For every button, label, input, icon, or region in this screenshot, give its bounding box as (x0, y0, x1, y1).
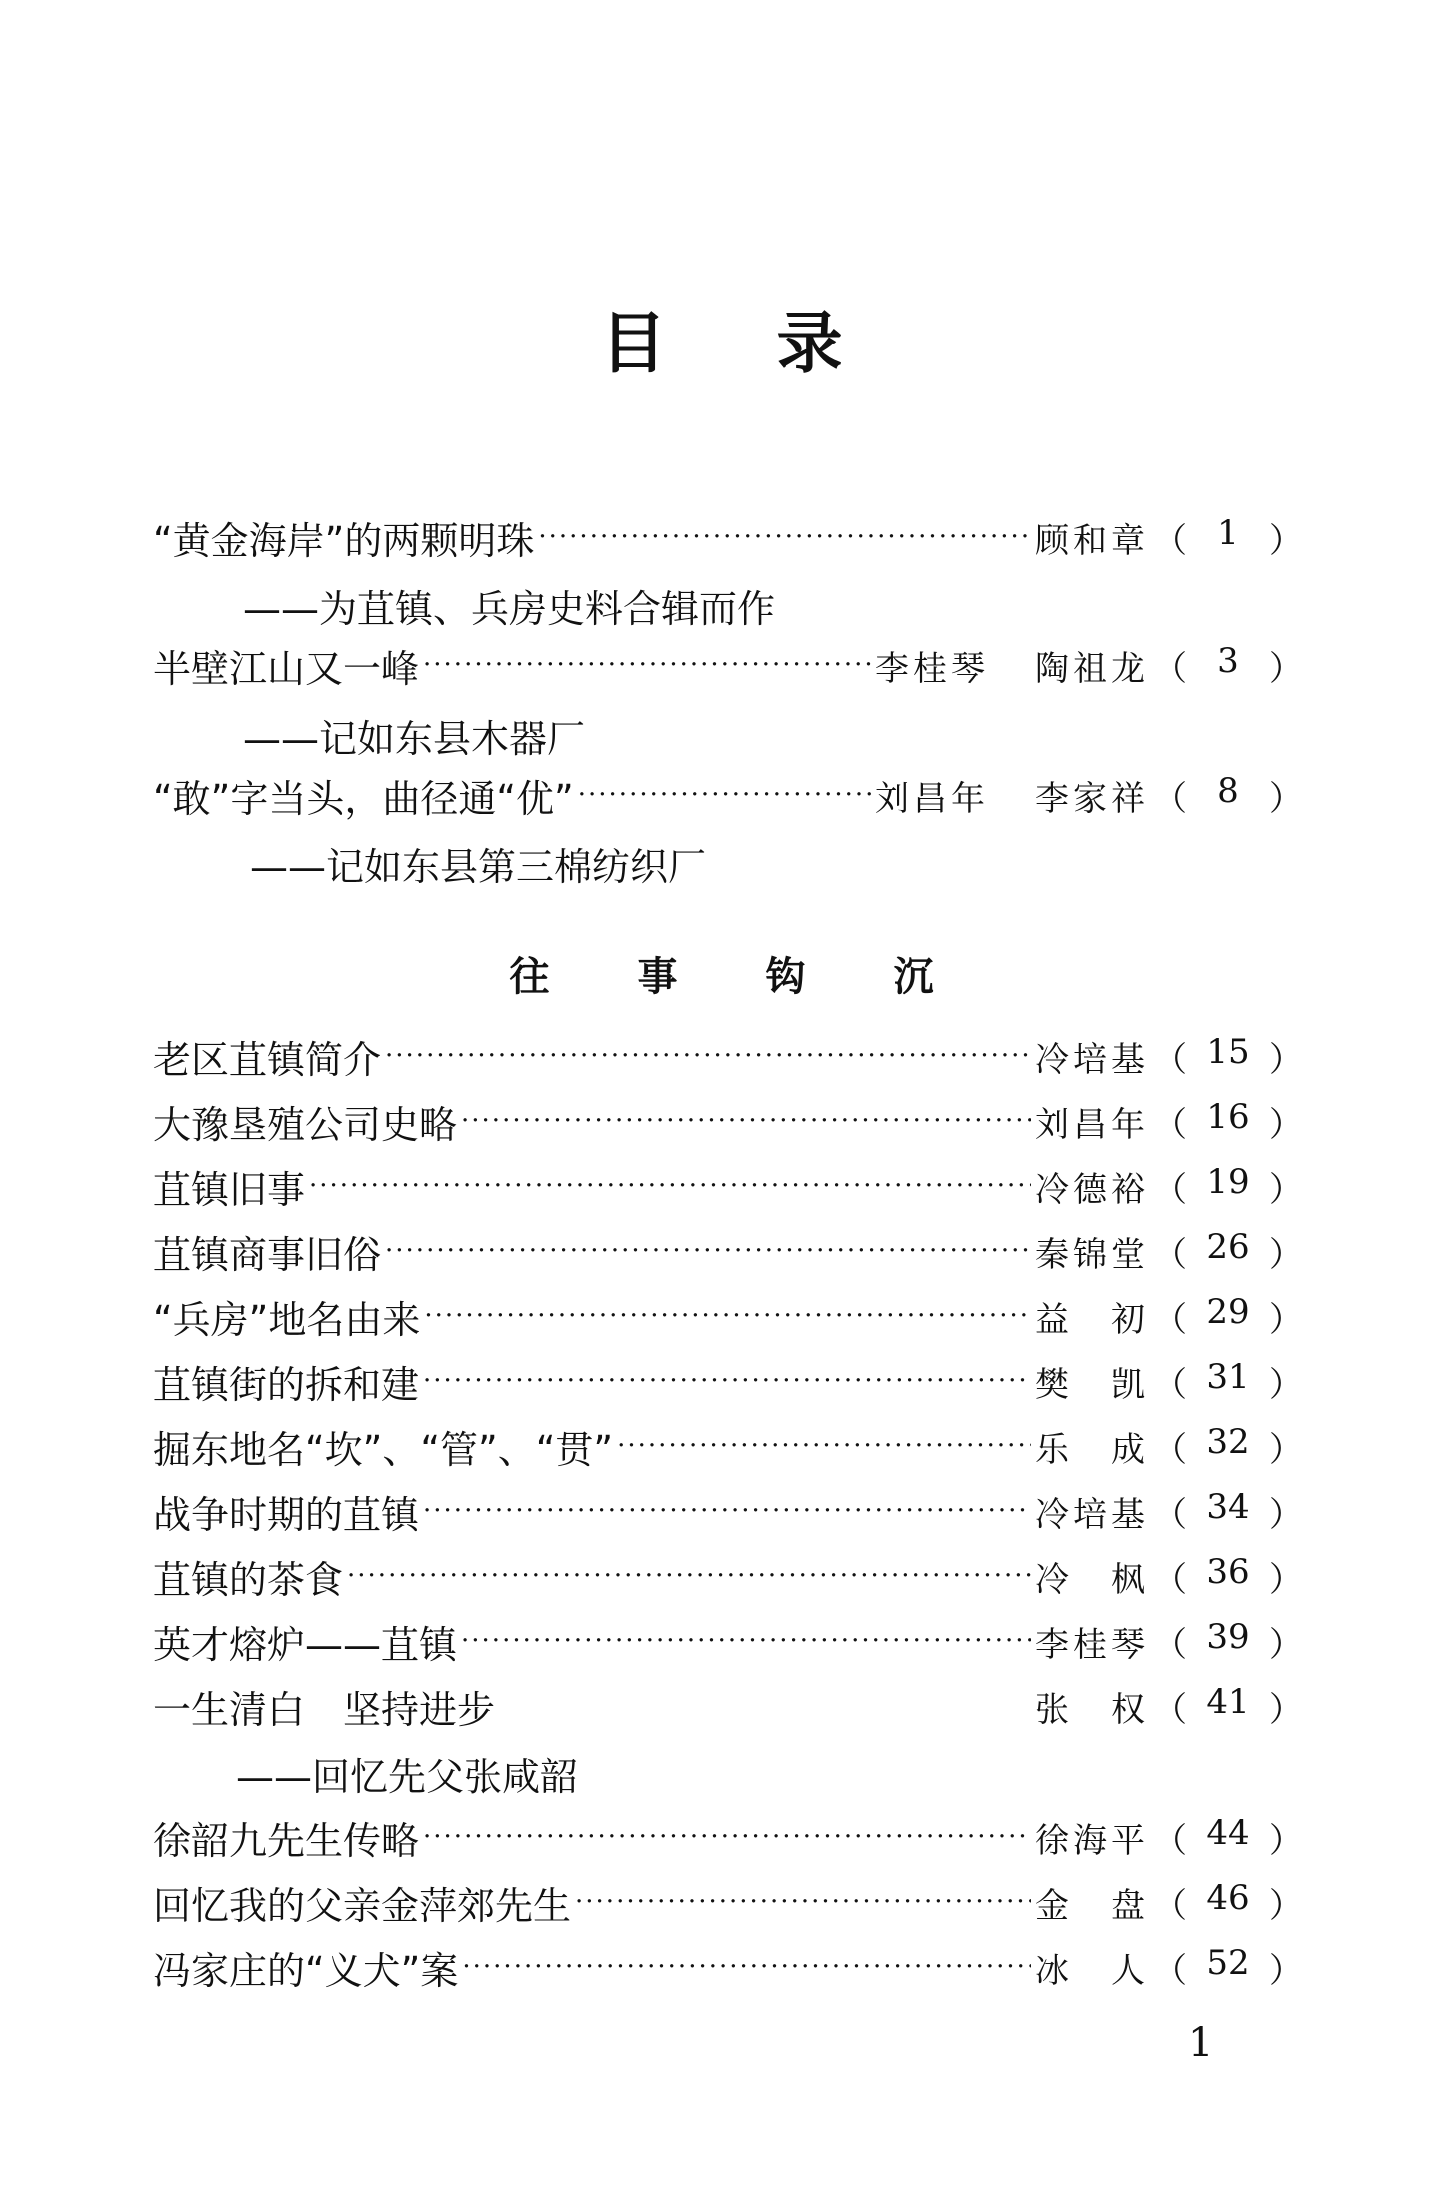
paren-close: ） (1269, 1559, 1303, 1600)
toc-entry[interactable] (153, 1352, 1303, 1410)
entry-coauthor: 李家祥 (1035, 778, 1149, 819)
entry-author: 冷培基 (1035, 1039, 1149, 1080)
paren-close: ） (1269, 1429, 1303, 1470)
entry-author: 李桂琴 (1035, 1624, 1149, 1665)
paren-close: ） (1269, 1039, 1303, 1080)
paren-close: ） (1269, 1624, 1303, 1665)
entry-author: 冷德裕 (1035, 1169, 1149, 1210)
paren-open: （ (1153, 1429, 1187, 1470)
leader-dots (424, 1301, 1031, 1331)
entry-page (1153, 1162, 1303, 1211)
page-number: 34 (1206, 1486, 1250, 1527)
entry-title: 苴镇街的拆和建 (153, 1362, 420, 1407)
paren-open: （ (1153, 1689, 1187, 1730)
toc-entry[interactable] (153, 1092, 1303, 1150)
paren-open: （ (1153, 1950, 1187, 1991)
entry-author: 徐海平 (1035, 1820, 1149, 1861)
entry-title: 半壁江山又一峰 (153, 646, 420, 691)
leader-dots (423, 650, 871, 680)
page-number: 52 (1206, 1942, 1250, 1983)
toc-entry[interactable] (153, 1157, 1303, 1215)
leader-dots (617, 1431, 1031, 1461)
entry-subtitle: ——记如东县第三棉纺织厂 (250, 845, 707, 889)
entry-page (1153, 1422, 1303, 1471)
page-number: 26 (1206, 1226, 1250, 1267)
toc-entry[interactable] (153, 1027, 1303, 1085)
entry-title: “兵房”地名由来 (153, 1297, 421, 1342)
paren-close: ） (1269, 778, 1303, 819)
entry-author: 樊 凯 (1035, 1364, 1149, 1405)
entry-author: 乐 成 (1035, 1429, 1149, 1470)
entry-title: 冯家庄的“义犬”案 (153, 1948, 459, 1993)
page-number: 32 (1206, 1421, 1250, 1462)
entry-author: 益 初 (1035, 1299, 1149, 1340)
paren-close: ） (1269, 1950, 1303, 1991)
entry-subtitle: ——为苴镇、兵房史料合辑而作 (243, 587, 776, 631)
entry-page (1153, 1292, 1303, 1341)
page-number: 44 (1206, 1812, 1250, 1853)
paren-open: （ (1153, 1039, 1187, 1080)
paren-close: ） (1269, 1494, 1303, 1535)
entry-title: “黄金海岸”的两颗明珠 (153, 518, 535, 563)
page-number: 19 (1206, 1161, 1250, 1202)
paren-close: ） (1269, 648, 1303, 689)
paren-open: （ (1153, 1494, 1187, 1535)
page-number: 39 (1206, 1616, 1250, 1657)
entry-page (1153, 1617, 1303, 1666)
entry-title: 英才熔炉——苴镇 (153, 1622, 458, 1667)
leader-dots (575, 1887, 1031, 1917)
entry-author: 冷培基 (1035, 1494, 1149, 1535)
entry-title: 回忆我的父亲金萍郊先生 (153, 1883, 572, 1928)
page-title: 目录 (600, 305, 953, 382)
page-number: 41 (1206, 1681, 1250, 1722)
entry-subtitle: ——回忆先父张咸韶 (236, 1755, 579, 1799)
entry-author: 秦锦堂 (1035, 1234, 1149, 1275)
entry-page (1153, 1682, 1303, 1731)
entry-title: “敢”字当头，曲径通“优” (153, 776, 574, 821)
leader-dots (347, 1561, 1031, 1591)
paren-close: ） (1269, 1299, 1303, 1340)
entry-page (1153, 771, 1303, 820)
entry-title: 一生清白 坚持进步 (153, 1687, 496, 1732)
leader-dots (423, 1822, 1031, 1852)
page-number: 46 (1206, 1877, 1250, 1918)
entry-page (1153, 1487, 1303, 1536)
entry-author: 顾和章 (1035, 520, 1149, 561)
leader-dots (578, 780, 871, 810)
paren-open: （ (1153, 778, 1187, 819)
toc-entry[interactable] (153, 1873, 1303, 1931)
entry-author: 冰 人 (1035, 1950, 1149, 1991)
leader-dots (385, 1041, 1031, 1071)
leader-dots (462, 1952, 1031, 1982)
entry-page (1153, 513, 1303, 562)
entry-coauthor: 陶祖龙 (1035, 648, 1149, 689)
entry-page (1153, 1032, 1303, 1081)
page-number: 16 (1206, 1096, 1250, 1137)
page-number: 29 (1206, 1291, 1250, 1332)
toc-entry[interactable] (153, 1938, 1303, 1996)
paren-open: （ (1153, 1234, 1187, 1275)
paren-open: （ (1153, 1559, 1187, 1600)
paren-open: （ (1153, 1104, 1187, 1145)
paren-open: （ (1153, 1624, 1187, 1665)
page-number: 36 (1206, 1551, 1250, 1592)
toc-entry[interactable] (153, 766, 1303, 824)
paren-close: ） (1269, 1169, 1303, 1210)
entry-title: 掘东地名“坎”、“管”、“贯” (153, 1427, 614, 1472)
paren-open: （ (1153, 1364, 1187, 1405)
entry-page (1153, 1878, 1303, 1927)
entry-title: 徐韶九先生传略 (153, 1818, 420, 1863)
paren-open: （ (1153, 1169, 1187, 1210)
entry-page (1153, 641, 1303, 690)
page-number-footer: 1 (1188, 2020, 1214, 2066)
paren-close: ） (1269, 1885, 1303, 1926)
toc-entry[interactable] (153, 1482, 1303, 1540)
section-heading: 往事钩沉 (509, 954, 1022, 1000)
entry-title: 战争时期的苴镇 (153, 1492, 420, 1537)
leader-dots (461, 1106, 1031, 1136)
page-number: 3 (1217, 640, 1239, 681)
paren-open: （ (1153, 1820, 1187, 1861)
entry-author: 刘昌年 (1035, 1104, 1149, 1145)
entry-page (1153, 1813, 1303, 1862)
paren-open: （ (1153, 520, 1187, 561)
entry-page (1153, 1227, 1303, 1276)
leader-dots (423, 1496, 1031, 1526)
toc-entry[interactable] (153, 1612, 1303, 1670)
toc-entry[interactable] (153, 1808, 1303, 1866)
leader-dots (538, 522, 1031, 552)
toc-entry[interactable] (153, 1222, 1303, 1280)
page-number: 31 (1206, 1356, 1250, 1397)
paren-close: ） (1269, 520, 1303, 561)
page-number: 1 (1217, 512, 1239, 553)
entry-subtitle: ——记如东县木器厂 (243, 717, 586, 761)
page-number: 8 (1217, 770, 1239, 811)
leader-dots (309, 1171, 1031, 1201)
paren-close: ） (1269, 1364, 1303, 1405)
entry-page (1153, 1552, 1303, 1601)
entry-title: 大豫垦殖公司史略 (153, 1102, 458, 1147)
entry-title: 苴镇的茶食 (153, 1557, 344, 1602)
page-number: 15 (1206, 1031, 1250, 1072)
entry-author: 金 盘 (1035, 1885, 1149, 1926)
leader-dots (461, 1626, 1031, 1656)
leader-dots (423, 1366, 1031, 1396)
entry-title: 老区苴镇简介 (153, 1037, 382, 1082)
toc-entry[interactable] (153, 1547, 1303, 1605)
toc-entry[interactable] (153, 1417, 1303, 1475)
paren-open: （ (1153, 1885, 1187, 1926)
entry-author: 张 权 (1035, 1689, 1149, 1730)
entry-author: 李桂琴 (875, 648, 989, 689)
paren-close: ） (1269, 1234, 1303, 1275)
entry-author: 冷 枫 (1035, 1559, 1149, 1600)
entry-page (1153, 1357, 1303, 1406)
paren-open: （ (1153, 1299, 1187, 1340)
paren-close: ） (1269, 1820, 1303, 1861)
toc-entry[interactable] (153, 1287, 1303, 1345)
leader-dots (385, 1236, 1031, 1266)
entry-page (1153, 1943, 1303, 1992)
entry-title: 苴镇商事旧俗 (153, 1232, 382, 1277)
toc-entry[interactable] (153, 636, 1303, 694)
toc-entry[interactable] (153, 1677, 1303, 1735)
entry-title: 苴镇旧事 (153, 1167, 306, 1212)
toc-entry[interactable] (153, 508, 1303, 566)
paren-close: ） (1269, 1104, 1303, 1145)
paren-open: （ (1153, 648, 1187, 689)
entry-page (1153, 1097, 1303, 1146)
entry-author: 刘昌年 (875, 778, 989, 819)
paren-close: ） (1269, 1689, 1303, 1730)
